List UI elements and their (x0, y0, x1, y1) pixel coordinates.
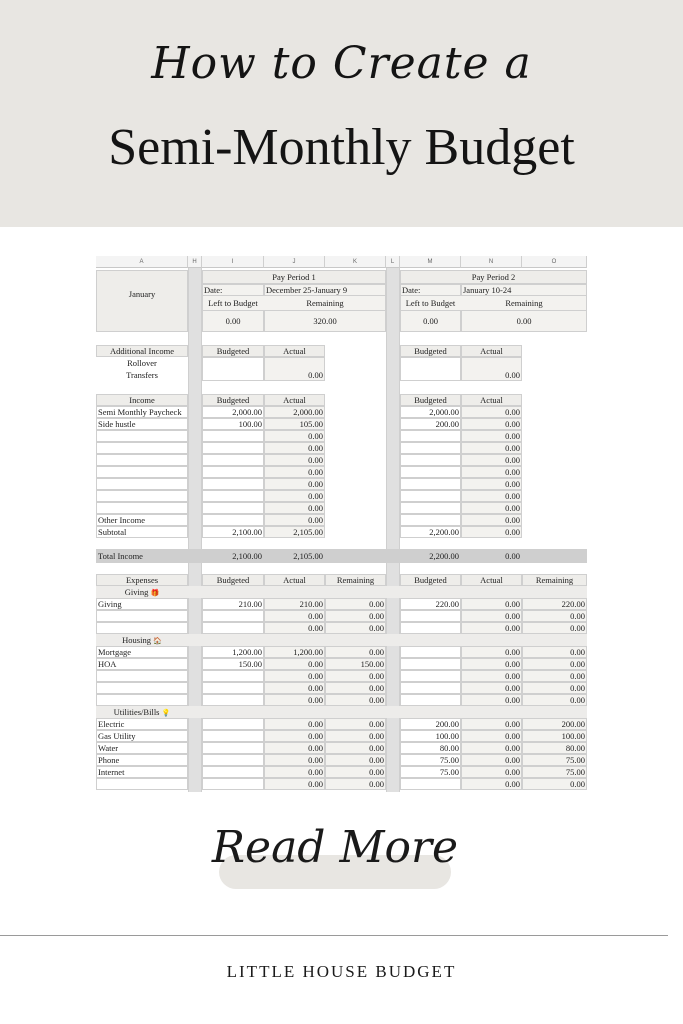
p1-income-actual: 0.00 (308, 443, 323, 453)
p2-income-actual: 0.00 (505, 527, 520, 537)
p1-expense-remaining: 0.00 (369, 755, 384, 765)
script-title: How to Create a (151, 38, 532, 89)
p2-expense-remaining: 0.00 (570, 659, 585, 669)
p1-income-actual: 0.00 (308, 491, 323, 501)
expense-row-name (96, 694, 188, 706)
p2-expense-actual: 0.00 (505, 599, 520, 609)
p1-income-budgeted (202, 466, 264, 478)
p1-income-actual: 0.00 (308, 431, 323, 441)
pay-period-1-date-label: Date: (204, 285, 223, 295)
p2-expense-remaining: 0.00 (570, 683, 585, 693)
expense-row-name (96, 670, 188, 682)
p1-expense-remaining: 0.00 (369, 623, 384, 633)
p1-expense-remaining: 0.00 (369, 767, 384, 777)
p2-income-actual: 0.00 (505, 491, 520, 501)
p1-expense-actual: 0.00 (308, 719, 323, 729)
p1-expense-remaining: 0.00 (369, 779, 384, 789)
p1-expense-actual: 210.00 (299, 599, 323, 609)
p2-expense-remaining: 0.00 (570, 647, 585, 657)
expenses-label: Expenses (125, 575, 159, 585)
column-letter: H (188, 256, 202, 268)
expense-group-label (96, 706, 188, 718)
income-row-name (96, 490, 188, 502)
p1-expense-actual-label: Actual (283, 575, 306, 585)
p1-expense-remaining: 0.00 (369, 743, 384, 753)
p2-income-actual: 0.00 (505, 455, 520, 465)
p2-expense-remaining-label: Remaining (535, 575, 574, 585)
p1-expense-budgeted (202, 670, 264, 682)
p1-income-actual: 0.00 (308, 503, 323, 513)
transfers-label: Transfers (126, 370, 158, 380)
p2-expense-actual: 0.00 (505, 683, 520, 693)
p1-expense-remaining: 0.00 (369, 695, 384, 705)
p2-expense-remaining: 200.00 (561, 719, 585, 729)
p2-expense-budgeted (400, 658, 461, 670)
p1-expense-remaining: 0.00 (369, 719, 384, 729)
month-label: January (128, 289, 156, 299)
p2-income-actual: 0.00 (505, 503, 520, 513)
p2-income-actual: 0.00 (505, 479, 520, 489)
p2-income-budgeted (400, 454, 461, 466)
p2-expense-budgeted (400, 610, 461, 622)
income-row-name: Semi Monthly Paycheck (98, 407, 182, 417)
p2-expense-budgeted (400, 778, 461, 790)
p1-expense-budgeted: 1,200.00 (232, 647, 262, 657)
pay-period-1-remaining-value: 320.00 (313, 316, 337, 326)
p1-expense-budgeted (202, 742, 264, 754)
p1-total-income-budgeted: 2,100.00 (232, 551, 262, 561)
p1-expense-budgeted (202, 694, 264, 706)
p2-income-budgeted: 200.00 (435, 419, 459, 429)
expense-row-name: Electric (98, 719, 125, 729)
pay-period-2-title: Pay Period 2 (471, 272, 516, 282)
p1-expense-actual: 0.00 (308, 755, 323, 765)
p1-expense-budgeted (202, 730, 264, 742)
p2-expense-actual: 0.00 (505, 659, 520, 669)
income-row-name: Side hustle (98, 419, 136, 429)
income-row-name (96, 466, 188, 478)
p2-expense-actual: 0.00 (505, 743, 520, 753)
p2-expense-remaining: 0.00 (570, 623, 585, 633)
p2-income-budgeted (400, 502, 461, 514)
p2-expense-budgeted-label: Budgeted (414, 575, 447, 585)
expense-group-name: Utilities/Bills (113, 707, 162, 717)
p1-expense-budgeted-label: Budgeted (216, 575, 250, 585)
p2-expense-budgeted: 100.00 (435, 731, 459, 741)
p2-expense-budgeted: 75.00 (439, 767, 459, 777)
p2-expense-actual: 0.00 (505, 695, 520, 705)
p2-income-actual-label: Actual (480, 395, 503, 405)
p1-income-budgeted: 100.00 (238, 419, 262, 429)
p1-expense-budgeted (202, 766, 264, 778)
p1-expense-actual: 0.00 (308, 767, 323, 777)
p2-expense-actual: 0.00 (505, 611, 520, 621)
column-letter: K (325, 256, 386, 268)
main-title: Semi-Monthly Budget (108, 119, 575, 176)
p2-expense-actual: 0.00 (505, 623, 520, 633)
p1-expense-remaining: 0.00 (369, 599, 384, 609)
pay-period-2-date-value: January 10-24 (463, 285, 512, 295)
expense-row-name: Giving (98, 599, 122, 609)
p2-budgeted-header-label: Budgeted (414, 346, 447, 356)
p2-income-budgeted: 2,200.00 (429, 527, 459, 537)
p2-expense-budgeted (400, 622, 461, 634)
p2-income-budgeted (400, 442, 461, 454)
expense-row-name: Gas Utility (98, 731, 136, 741)
income-row-name: Subtotal (98, 527, 127, 537)
p1-income-actual: 2,000.00 (293, 407, 323, 417)
expense-group-name: Housing (122, 635, 154, 645)
column-letter: M (400, 256, 461, 268)
p1-income-budgeted (202, 442, 264, 454)
total-income-label: Total Income (98, 551, 143, 561)
p1-income-budgeted-label: Budgeted (216, 395, 250, 405)
month-cell (96, 270, 188, 332)
p1-income-budgeted (202, 490, 264, 502)
p1-income-budgeted (202, 478, 264, 490)
p2-income-actual: 0.00 (505, 467, 520, 477)
column-letter: A (96, 256, 188, 268)
expense-row-name (96, 682, 188, 694)
pay-period-2-left-value: 0.00 (423, 316, 438, 326)
p1-income-actual: 0.00 (308, 515, 323, 525)
column-letter: N (461, 256, 522, 268)
p1-expense-remaining: 0.00 (369, 683, 384, 693)
rollover-label: Rollover (127, 358, 157, 368)
income-row-name (96, 442, 188, 454)
budget-spreadsheet-screenshot (96, 256, 587, 792)
p2-expense-budgeted (400, 682, 461, 694)
house-icon: 🏠 (153, 637, 162, 645)
p2-expense-remaining: 75.00 (565, 755, 585, 765)
p1-income-budgeted (202, 514, 264, 526)
pay-period-1-remaining-label: Remaining (306, 298, 344, 308)
pay-period-1-left-value: 0.00 (225, 316, 241, 326)
income-row-name (96, 430, 188, 442)
p1-additional-budgeted-box (202, 357, 264, 381)
column-letter: I (202, 256, 264, 268)
p2-expense-remaining: 100.00 (561, 731, 585, 741)
income-row-name (96, 454, 188, 466)
expense-row-name: Phone (98, 755, 120, 765)
p1-expense-actual: 0.00 (308, 743, 323, 753)
p2-income-budgeted (400, 490, 461, 502)
expense-group-label (96, 634, 188, 646)
p1-expense-budgeted (202, 718, 264, 730)
brand-name: LITTLE HOUSE BUDGET (226, 962, 457, 981)
income-row-name (96, 502, 188, 514)
p2-expense-remaining: 0.00 (570, 779, 585, 789)
p1-expense-actual: 0.00 (308, 683, 323, 693)
p1-expense-remaining-label: Remaining (336, 575, 375, 585)
p2-income-budgeted (400, 478, 461, 490)
p1-expense-actual: 0.00 (308, 779, 323, 789)
pay-period-1-title: Pay Period 1 (272, 272, 316, 282)
p2-expense-remaining: 220.00 (561, 599, 585, 609)
pay-period-2-remaining-label: Remaining (505, 298, 543, 308)
p2-total-income-actual: 0.00 (505, 551, 520, 561)
p1-expense-budgeted (202, 622, 264, 634)
p1-budgeted-header-label: Budgeted (216, 346, 250, 356)
p1-expense-actual: 0.00 (308, 731, 323, 741)
pay-period-1-date-value: December 25-January 9 (266, 285, 348, 295)
column-letter: L (386, 256, 400, 268)
p1-expense-actual: 1,200.00 (293, 647, 323, 657)
p1-expense-remaining: 0.00 (369, 647, 384, 657)
p1-income-budgeted: 2,100.00 (232, 527, 262, 537)
p1-income-actual: 0.00 (308, 479, 323, 489)
p1-expense-actual: 0.00 (308, 695, 323, 705)
p2-expense-remaining: 0.00 (570, 695, 585, 705)
p2-income-budgeted-label: Budgeted (414, 395, 447, 405)
p1-expense-actual: 0.00 (308, 659, 323, 669)
p2-actual-header-label: Actual (480, 346, 503, 356)
pay-period-2-remaining-value: 0.00 (516, 316, 532, 326)
p1-expense-budgeted (202, 682, 264, 694)
p2-expense-remaining: 75.00 (565, 767, 585, 777)
p2-expense-budgeted: 200.00 (435, 719, 459, 729)
p1-expense-remaining: 0.00 (369, 731, 384, 741)
expense-row-name (96, 778, 188, 790)
income-label: Income (129, 395, 155, 405)
p2-expense-remaining: 0.00 (570, 671, 585, 681)
p2-expense-actual: 0.00 (505, 719, 520, 729)
p2-additional-budgeted-box (400, 357, 461, 381)
p2-expense-actual: 0.00 (505, 731, 520, 741)
p1-expense-remaining: 150.00 (360, 659, 384, 669)
p2-income-budgeted (400, 430, 461, 442)
p2-expense-actual-label: Actual (480, 575, 503, 585)
p2-expense-remaining: 80.00 (565, 743, 585, 753)
p2-income-budgeted (400, 514, 461, 526)
p1-expense-budgeted (202, 754, 264, 766)
p2-expense-budgeted (400, 646, 461, 658)
p1-total-income-actual: 2,105.00 (293, 551, 323, 561)
p2-income-actual: 0.00 (505, 515, 520, 525)
p1-income-actual-label: Actual (283, 395, 306, 405)
header-banner (0, 0, 683, 227)
p1-income-actual: 0.00 (308, 455, 323, 465)
column-letter: O (522, 256, 587, 268)
p2-income-budgeted: 2,000.00 (429, 407, 459, 417)
p2-income-budgeted (400, 466, 461, 478)
expense-group-label (96, 586, 188, 598)
p2-expense-budgeted (400, 694, 461, 706)
p2-total-income-budgeted: 2,200.00 (429, 551, 459, 561)
p1-expense-remaining: 0.00 (369, 671, 384, 681)
expense-row-name: Mortgage (98, 647, 132, 657)
p2-transfers-actual: 0.00 (505, 370, 520, 380)
p2-expense-actual: 0.00 (505, 671, 520, 681)
p1-expense-budgeted (202, 778, 264, 790)
p1-income-budgeted (202, 430, 264, 442)
p1-income-actual: 2,105.00 (293, 527, 323, 537)
read-more-label[interactable]: Read More (211, 822, 459, 873)
p2-expense-actual: 0.00 (505, 647, 520, 657)
p1-income-budgeted: 2,000.00 (232, 407, 262, 417)
income-row-name (96, 478, 188, 490)
expense-row-name: Water (98, 743, 119, 753)
p2-income-actual: 0.00 (505, 443, 520, 453)
additional-income-label: Additional Income (110, 346, 174, 356)
p1-income-actual: 0.00 (308, 467, 323, 477)
pay-period-1-left-label: Left to Budget (208, 298, 258, 308)
pay-period-2-left-label: Left to Budget (405, 298, 456, 308)
p2-income-actual: 0.00 (505, 419, 520, 429)
footer-divider (0, 935, 668, 936)
p2-expense-budgeted (400, 670, 461, 682)
p1-actual-header-label: Actual (283, 346, 306, 356)
p1-expense-budgeted: 210.00 (238, 599, 262, 609)
p1-income-actual: 105.00 (299, 419, 323, 429)
p2-expense-budgeted: 80.00 (439, 743, 459, 753)
p2-expense-actual: 0.00 (505, 779, 520, 789)
p1-expense-budgeted (202, 610, 264, 622)
p1-expense-remaining: 0.00 (369, 611, 384, 621)
expense-group-name: Giving (124, 587, 151, 597)
expense-row-name: HOA (98, 659, 117, 669)
p2-expense-actual: 0.00 (505, 755, 520, 765)
p1-expense-budgeted: 150.00 (238, 659, 262, 669)
p1-expense-actual: 0.00 (308, 671, 323, 681)
p2-expense-budgeted: 220.00 (435, 599, 459, 609)
p1-income-budgeted (202, 454, 264, 466)
expense-row-name (96, 622, 188, 634)
expense-row-name (96, 610, 188, 622)
income-row-name: Other Income (98, 515, 145, 525)
p1-income-budgeted (202, 502, 264, 514)
p1-expense-actual: 0.00 (308, 611, 323, 621)
expense-row-name: Internet (98, 767, 125, 777)
pay-period-2-date-label: Date: (402, 285, 421, 295)
p2-income-actual: 0.00 (505, 407, 520, 417)
column-letter: J (264, 256, 325, 268)
p2-expense-budgeted: 75.00 (439, 755, 459, 765)
p2-expense-actual: 0.00 (505, 767, 520, 777)
lightbulb-icon: 💡 (161, 709, 171, 717)
p1-expense-actual: 0.00 (308, 623, 323, 633)
p1-transfers-actual: 0.00 (308, 370, 323, 380)
p2-income-actual: 0.00 (505, 431, 520, 441)
p2-expense-remaining: 0.00 (570, 611, 585, 621)
gift-icon: 🎁 (150, 589, 160, 597)
